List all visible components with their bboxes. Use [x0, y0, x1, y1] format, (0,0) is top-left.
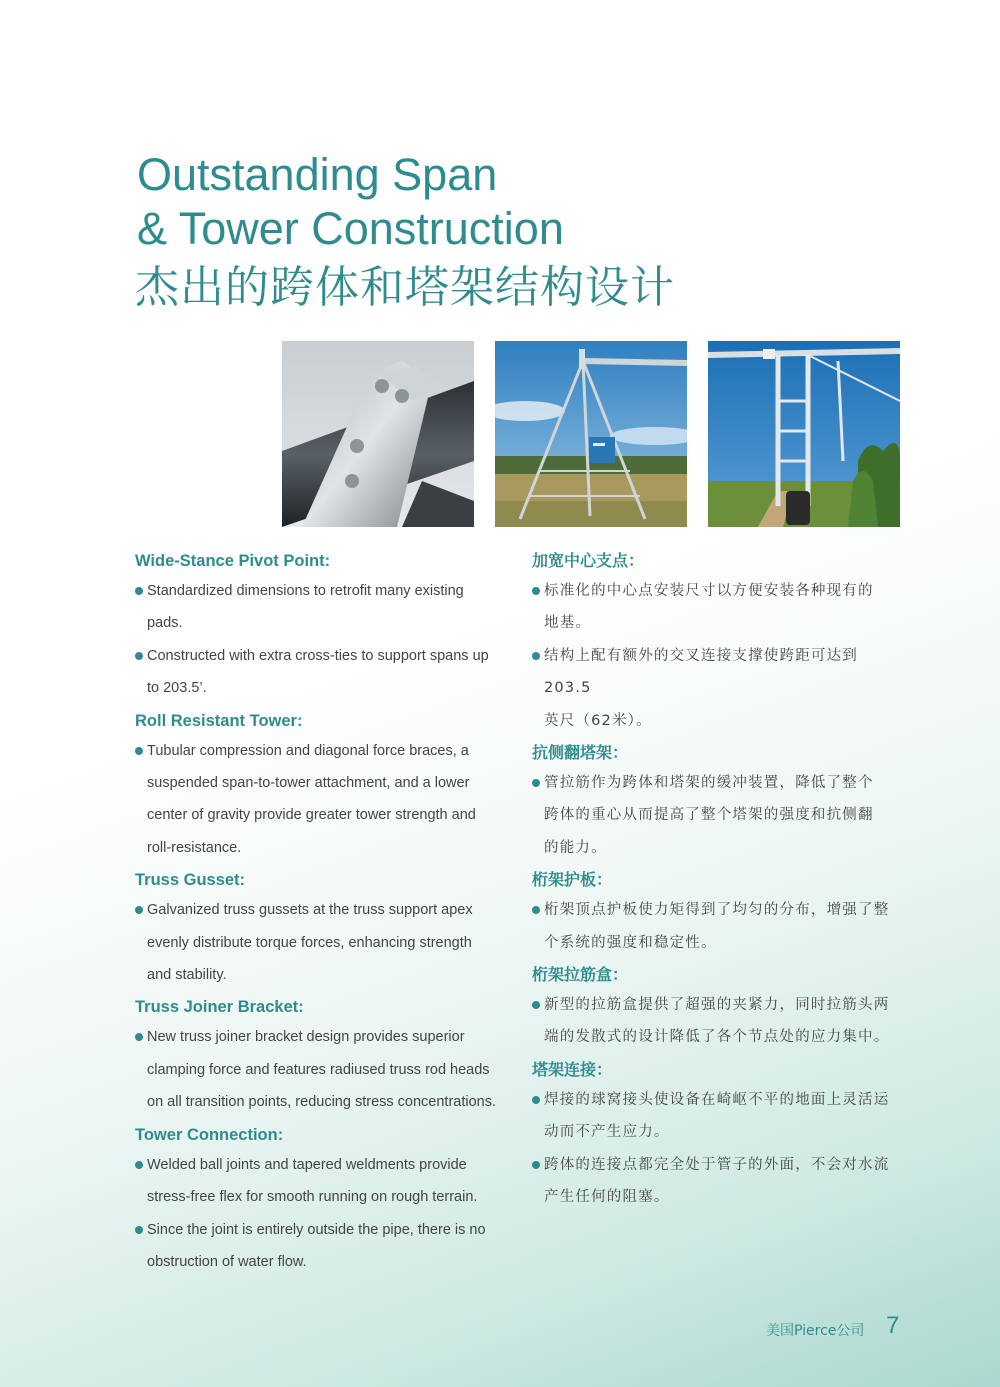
bullet-line: Galvanized truss gussets at the truss support apex: [147, 902, 473, 919]
chinese-column: [532, 545, 904, 1214]
bullet-line: obstruction of water flow.: [147, 1253, 307, 1270]
bullet-line: 新型的拉筋盒提供了超强的夹紧力，同时拉筋头两: [544, 997, 890, 1014]
tower-connection-photo: [708, 341, 900, 527]
bullet-item: [532, 575, 904, 640]
section-heading: 加宽中心支点：: [532, 551, 645, 570]
bullet-item: [135, 1214, 510, 1279]
bullet-line: 结构上配有额外的交叉连接支撑使跨距可达到203.5: [544, 647, 858, 697]
section-heading: 桁架拉筋盒：: [532, 965, 629, 985]
bullet-item: [135, 894, 510, 991]
page-number: 7: [886, 1312, 900, 1339]
bullet-line: New truss joiner bracket design provides superior: [147, 1029, 465, 1046]
bullet-line: 动而不产生应力。: [544, 1124, 670, 1141]
bullet-line: 焊接的球窝接头使设备在崎岖不平的地面上灵活运: [544, 1091, 890, 1108]
bullet-line: 跨体的重心从而提高了整个塔架的强度和抗侧翻: [544, 807, 874, 824]
section-heading: Tower Connection:: [135, 1125, 284, 1144]
bullet-dot-icon: [135, 652, 143, 660]
title-line-1: Outstanding Span: [137, 149, 498, 200]
section-heading: Roll Resistant Tower:: [135, 711, 303, 730]
footer-company: 美国Pierce公司: [766, 1323, 865, 1339]
bullet-line: 端的发散式的设计降低了各个节点处的应力集中。: [544, 1029, 890, 1046]
section-heading: Wide-Stance Pivot Point:: [135, 552, 331, 570]
truss-gusset-photo: [282, 341, 474, 527]
bullet-line: pads.: [147, 615, 183, 632]
bullet-line: 产生任何的阻塞。: [544, 1189, 670, 1206]
bullet-line: suspended span-to-tower attachment, and a lower: [147, 775, 470, 792]
bullet-item: [532, 894, 904, 959]
bullet-dot-icon: [135, 747, 143, 755]
bullet-dot-icon: [532, 1161, 540, 1169]
bullet-item: [135, 640, 510, 705]
bullet-line: 管拉筋作为跨体和塔架的缓冲装置，降低了整个: [544, 775, 874, 792]
bullet-dot-icon: [532, 587, 540, 595]
bullet-line: center of gravity provide greater tower strength and: [147, 807, 476, 824]
bullet-item: [135, 735, 510, 865]
bullet-dot-icon: [135, 1033, 143, 1041]
bullet-dot-icon: [532, 906, 540, 914]
bullet-line: clamping force and features radiused truss rod heads: [147, 1061, 490, 1078]
english-column: [135, 545, 510, 1278]
bullet-line: Constructed with extra cross-ties to support spans up: [147, 647, 489, 664]
bullet-item: [135, 575, 510, 640]
bullet-item: [532, 640, 904, 737]
page-title-english: [137, 148, 564, 256]
bullet-line: on all transition points, reducing stress concentrations.: [147, 1094, 496, 1111]
bullet-dot-icon: [532, 1096, 540, 1104]
bullet-dot-icon: [532, 1001, 540, 1009]
bullet-item: [532, 767, 904, 864]
bullet-item: [532, 989, 904, 1054]
bullet-line: stress-free flex for smooth running on rough terrain.: [147, 1189, 478, 1206]
section-heading: 桁架护板：: [532, 870, 613, 890]
bullet-line: 个系统的强度和稳定性。: [544, 934, 717, 951]
section-heading: 塔架连接：: [532, 1059, 613, 1079]
bullet-line: 的能力。: [544, 839, 607, 856]
bullet-dot-icon: [532, 779, 540, 787]
bullet-line: evenly distribute torque forces, enhancing strength: [147, 934, 472, 951]
bullet-dot-icon: [135, 587, 143, 595]
bullet-line: 桁架顶点护板使力矩得到了均匀的分布，增强了整: [544, 902, 890, 919]
bullet-dot-icon: [532, 652, 540, 660]
bullet-line: 跨体的连接点都完全处于管子的外面，不会对水流: [544, 1156, 890, 1173]
bullet-dot-icon: [135, 1226, 143, 1234]
bullet-item: [532, 1084, 904, 1149]
bullet-line: Standardized dimensions to retrofit many existing: [147, 583, 464, 599]
bullet-item: [135, 1021, 510, 1118]
bullet-dot-icon: [135, 906, 143, 914]
bullet-line: Since the joint is entirely outside the pipe, there is no: [147, 1221, 486, 1238]
bullet-line: 英尺（62米）。: [544, 712, 652, 729]
section-heading: Truss Gusset:: [135, 871, 246, 890]
bullet-line: Welded ball joints and tapered weldments provide: [147, 1156, 467, 1173]
bullet-dot-icon: [135, 1161, 143, 1169]
section-heading: 抗侧翻塔架：: [532, 743, 629, 763]
bullet-line: 地基。: [544, 615, 592, 632]
bullet-line: to 203.5’.: [147, 680, 207, 697]
bullet-line: and stability.: [147, 967, 227, 984]
section-heading: Truss Joiner Bracket:: [135, 998, 304, 1017]
pivot-point-photo: [495, 341, 687, 527]
bullet-line: roll-resistance.: [147, 839, 242, 856]
title-line-2: & Tower Construction: [137, 203, 564, 254]
bullet-line: Tubular compression and diagonal force braces, a: [147, 742, 469, 759]
bullet-item: [532, 1149, 904, 1214]
bullet-item: [135, 1149, 510, 1214]
page-title-chinese: 杰出的跨体和塔架结构设计: [135, 262, 675, 313]
bullet-line: 标准化的中心点安装尺寸以方便安装各种现有的: [544, 583, 874, 599]
